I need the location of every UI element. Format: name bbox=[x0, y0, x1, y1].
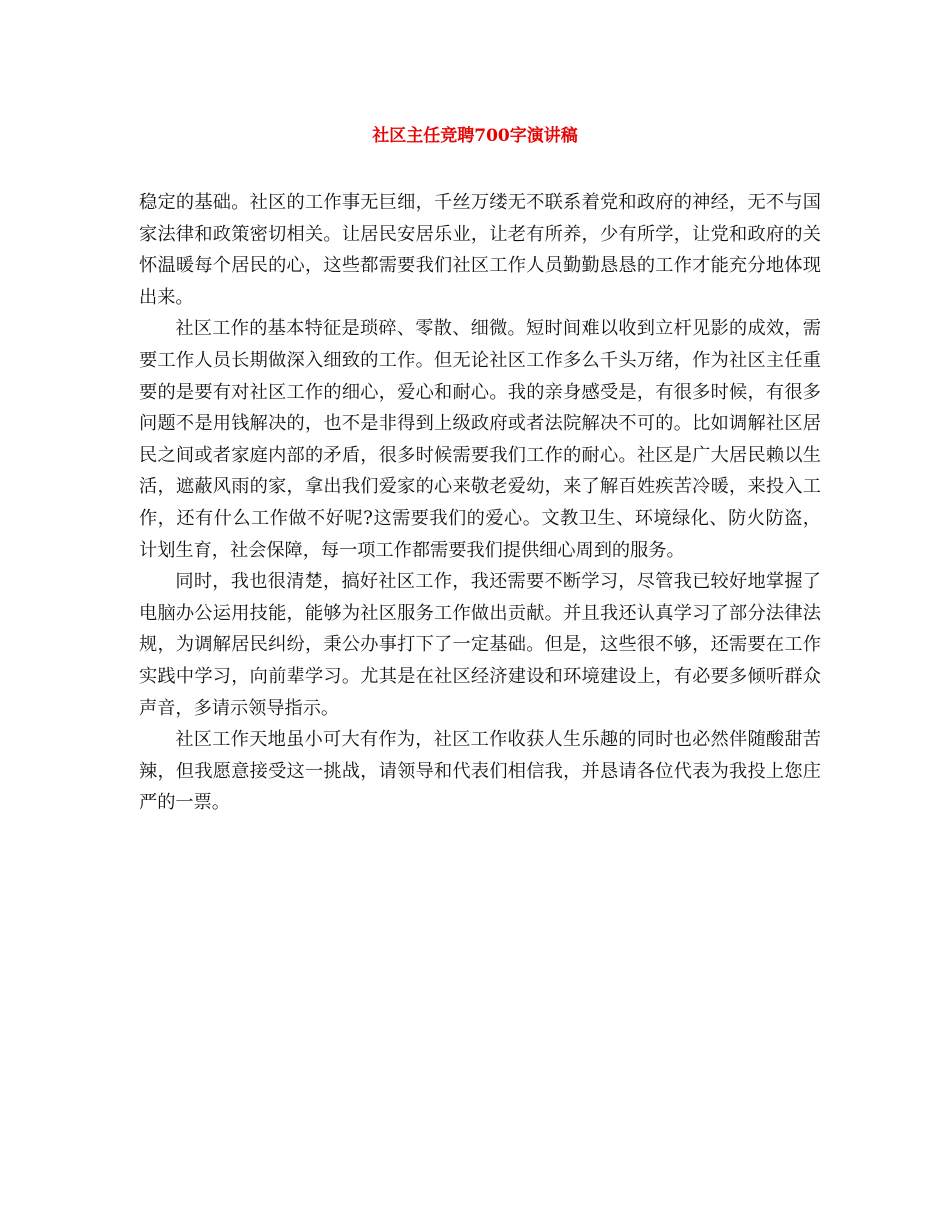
paragraph-3: 同时，我也很清楚，搞好社区工作，我还需要不断学习，尽管我已较好地掌握了电脑办公运用技能，能够为社区服务工作做出贡献。并且我还认真学习了部分法律法规，为调解居民纠纷，秉公办事打下了一定基础。但是，这些很不够，还需要在工作实践中学习，向前辈学习。尤其是在社区经济建设和环境建设上，有必要多倾听群众声音，多请示领导指示。 bbox=[139, 571, 821, 719]
document-title: 社区主任竞聘700字演讲稿 bbox=[372, 126, 578, 146]
document-body bbox=[139, 187, 821, 819]
paragraph-2: 社区工作的基本特征是琐碎、零散、细微。短时间难以收到立杆见影的成效，需要工作人员长期做深入细致的工作。但无论社区工作多么千头万绪，作为社区主任重要的是要有对社区工作的细心，爱心和耐心。我的亲身感受是，有很多时候，有很多问题不是用钱解决的，也不是非得到上级政府或者法院解决不可的。比如调解社区居民之间或者家庭内部的矛盾，很多时候需要我们工作的耐心。社区是广大居民赖以生活，遮蔽风雨的家，拿出我们爱家的心来敬老爱幼，来了解百姓疾苦冷暖，来投入工作，还有什么工作做不好呢?这需要我们的爱心。文教卫生、环境绿化、防火防盗，计划生育，社会保障，每一项工作都需要我们提供细心周到的服务。 bbox=[139, 318, 821, 561]
paragraph-1: 稳定的基础。社区的工作事无巨细，千丝万缕无不联系着党和政府的神经，无不与国家法律和政策密切相关。让居民安居乐业，让老有所养，少有所学，让党和政府的关怀温暖每个居民的心，这些都需要我们社区工作人员勤勤恳恳的工作才能充分地体现出来。 bbox=[139, 192, 821, 308]
paragraph-4: 社区工作天地虽小可大有作为，社区工作收获人生乐趣的同时也必然伴随酸甜苦辣，但我愿意接受这一挑战，请领导和代表们相信我，并恳请各位代表为我投上您庄严的一票。 bbox=[139, 729, 821, 814]
